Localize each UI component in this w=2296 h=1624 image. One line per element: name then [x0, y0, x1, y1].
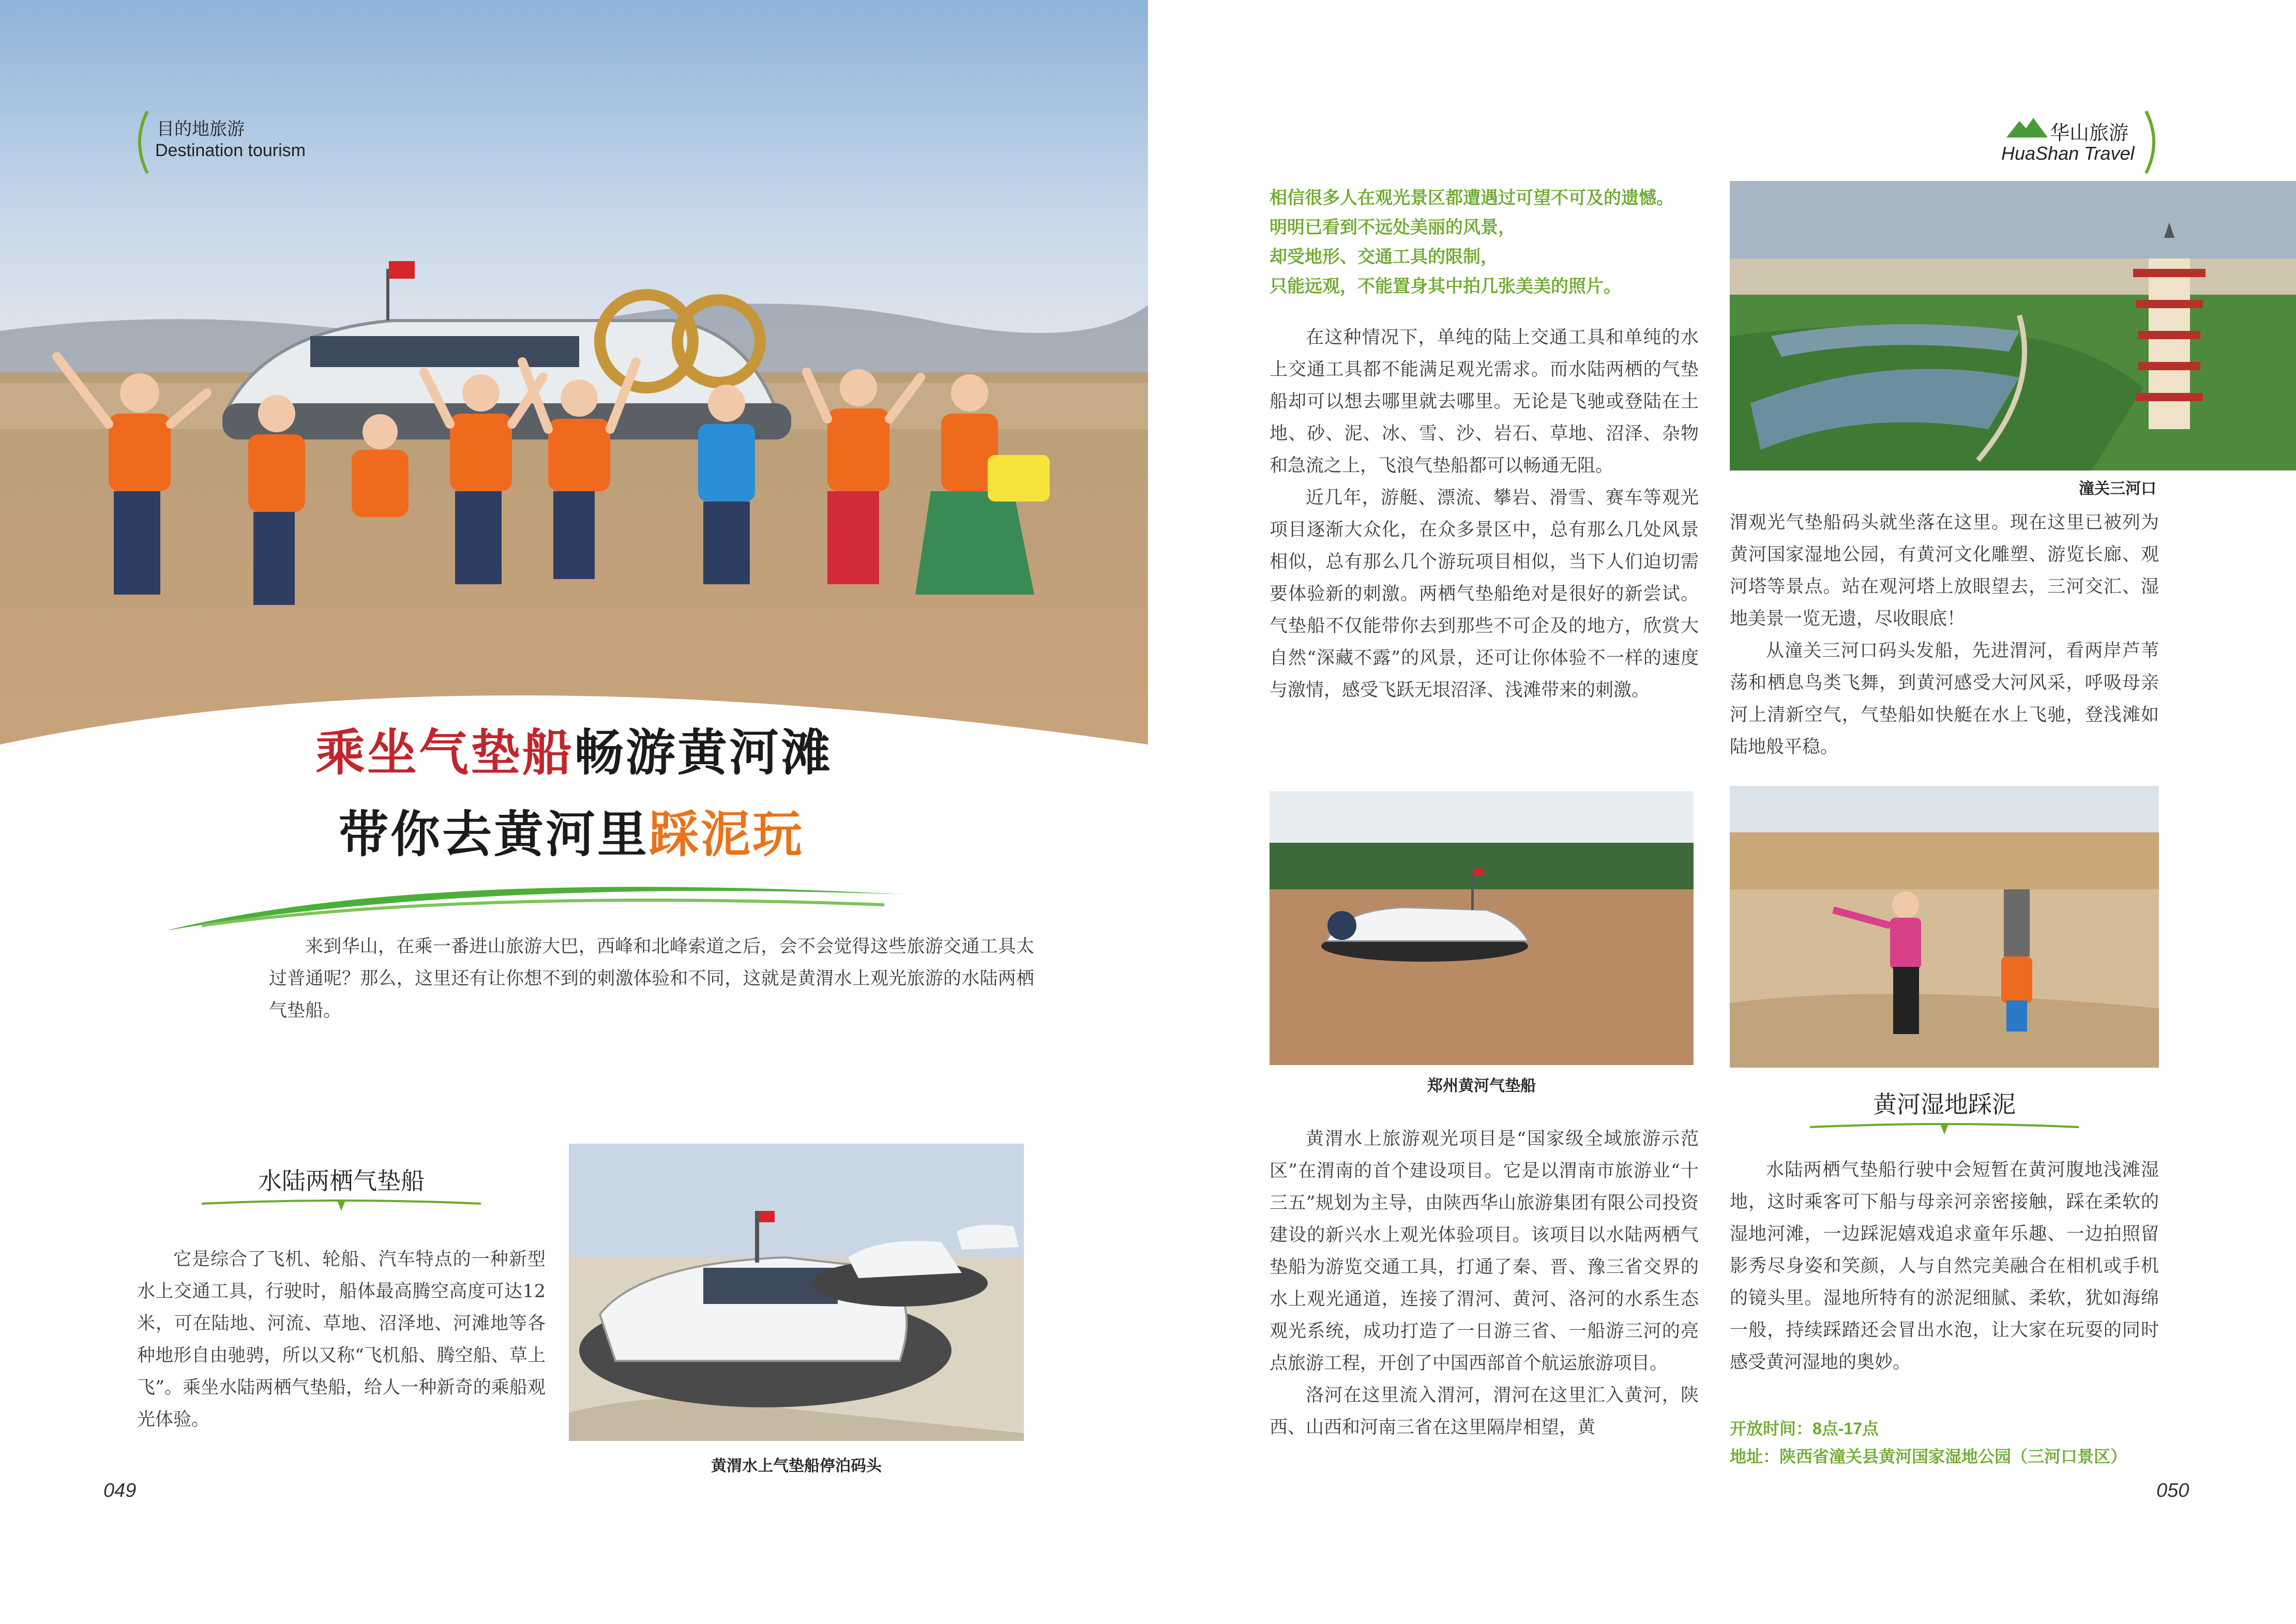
- middle-col-top: [1270, 322, 1699, 706]
- right-paragraph: 水陆两栖气垫船行驶中会短暂在黄河腹地浅滩湿地，这时乘客可下船与母亲河亲密接触，踩在柔软的湿地河滩，一边踩泥嬉戏追求童年乐趣、一边拍照留影秀尽身姿和笑颜，人与自然完美融合在相机或手机的镜头里。湿地所特有的淤泥细腻、柔软，犹如海绵一般，持续踩踏还会冒出水泡，让大家在玩耍的同时感受黄河湿地的奥妙。: [1730, 1160, 2159, 1373]
- middle-paragraph: 洛河在这里流入渭河，渭河在这里汇入黄河，陕西、山西和河南三省在这里隔岸相望，黄: [1270, 1385, 1699, 1438]
- dock-caption: 黄渭水上气垫船停泊码头: [711, 1458, 882, 1475]
- lead-line: 只能远观，不能置身其中拍几张美美的照片。: [1270, 277, 1621, 296]
- dock-photo: [569, 1144, 1024, 1441]
- header-right: [1996, 109, 2162, 176]
- title-part-red: 乘坐气垫船: [315, 724, 574, 782]
- section1-heading: 水陆两栖气垫船: [258, 1167, 425, 1195]
- header-left-cn: 目的地旅游: [157, 119, 245, 139]
- middle-paragraph: 黄渭水上旅游观光项目是“国家级全域旅游示范区”在渭南的首个建设项目。它是以渭南市旅游业“十三五”规划为主导，由陕西华山旅游集团有限公司投资建设的新兴水上观光体验项目。该项目以水陆两栖气垫船为游览交通工具，打通了秦、晋、豫三省交界的水上观光通道，连接了渭河、黄河、洛河的水系生态观光系统，成功打造了一日游三省、一船游三河的亮点旅游工程，开创了中国西部首个航运旅游项目。: [1270, 1129, 1699, 1374]
- page-number-left: 049: [103, 1480, 137, 1501]
- heading-divider: [1810, 1117, 2079, 1137]
- title-part-dark: 畅游黄河滩: [574, 724, 833, 782]
- page-number-right: 050: [2156, 1480, 2189, 1501]
- green-swoosh: [160, 858, 910, 936]
- zhengzhou-photo: [1270, 791, 1694, 1065]
- right-col-bottom: [1730, 1154, 2159, 1378]
- middle-paragraph: 近几年，游艇、漂流、攀岩、滑雪、赛车等观光项目逐渐大众化，在众多景区中，总有那么几处风景相似，总有那么几个游玩项目相似，当下人们迫切需要体验新的刺激。两栖气垫船绝对是很好的新尝试。气垫船不仅能带你去到那些不可企及的地方，欣赏大自然“深藏不露”的风景，还可让你体验不一样的速度与激情，感受飞跃无垠沼泽、浅滩带来的刺激。: [1270, 488, 1699, 701]
- hero-photo: [0, 0, 1148, 745]
- title-part-dark: 带你去黄河里: [339, 806, 649, 863]
- right-paragraph: 渭观光气垫船码头就坐落在这里。现在这里已被列为黄河国家湿地公园，有黄河文化雕塑、游览长廊、观河塔等景点。站在观河塔上放眼望去，三河交汇、湿地美景一览无遗，尽收眼底！: [1730, 512, 2159, 629]
- right-col-top: [1730, 507, 2159, 763]
- title-part-orange: 踩泥玩: [649, 806, 804, 863]
- right-paragraph: 从潼关三河口码头发船，先进渭河，看两岸芦苇荡和栖息鸟类飞舞，到黄河感受大河风采，呼吸母亲河上清新空气，气垫船如快艇在水上飞驰，登浅滩如陆地般平稳。: [1730, 641, 2159, 757]
- mountain-logo-icon: [2006, 116, 2048, 139]
- header-left-en: Destination tourism: [155, 141, 306, 160]
- address: 地址：陕西省潼关县黄河国家湿地公园（三河口景区）: [1730, 1447, 2127, 1466]
- middle-paragraph: 在这种情况下，单纯的陆上交通工具和单纯的水上交通工具都不能满足观光需求。而水陆两栖的气垫船却可以想去哪里就去哪里。无论是飞驰或登陆在土地、砂、泥、冰、雪、沙、岩石、草地、沼泽、杂物和急流之上，飞浪气垫船都可以畅通无阻。: [1270, 327, 1699, 476]
- visit-info: [1730, 1415, 2164, 1470]
- intro-text: 来到华山，在乘一番进山旅游大巴，西峰和北峰索道之后，会不会觉得这些旅游交通工具太过普通呢？那么，这里还有让你想不到的刺激体验和不同，这就是黄渭水上观光旅游的水陆两栖气垫船。: [269, 936, 1034, 1021]
- section1-text: 它是综合了飞机、轮船、汽车特点的一种新型水上交通工具，行驶时，船体最高腾空高度可达12米，可在陆地、河流、草地、沼泽地、河滩地等各种地形自由驰骋，所以又称“飞机船、腾空船、草上飞”。乘坐水陆两栖气垫船，给人一种新奇的乘船观光体验。: [137, 1249, 546, 1430]
- section2-heading: 黄河湿地踩泥: [1873, 1090, 2016, 1118]
- lead-line: 明明已看到不远处美丽的风景，: [1270, 218, 1516, 237]
- lead-line: 却受地形、交通工具的限制，: [1270, 247, 1498, 267]
- title-line-2: [339, 795, 804, 866]
- header-right-cn: 华山旅游: [2050, 123, 2129, 144]
- mudflat-photo: [1730, 786, 2159, 1068]
- zhengzhou-caption: 郑州黄河气垫船: [1427, 1077, 1536, 1095]
- sanhekou-caption: 潼关三河口: [2079, 480, 2156, 497]
- leaf-bracket-icon: [132, 109, 153, 176]
- section1-body: [137, 1243, 546, 1436]
- intro-paragraph: [269, 931, 1034, 1027]
- middle-col-bottom: [1270, 1123, 1699, 1444]
- header-right-en: HuaShan Travel: [2001, 143, 2135, 164]
- sanhekou-photo: [1730, 181, 2296, 470]
- lead-line: 相信很多人在观光景区都遭遇过可望不可及的遗憾。: [1270, 188, 1674, 208]
- opening-hours: 开放时间：8点-17点: [1730, 1419, 1879, 1438]
- title-line-1: [315, 714, 833, 784]
- heading-divider: [202, 1193, 481, 1214]
- leaf-bracket-icon: [2141, 109, 2162, 176]
- lead-text: [1270, 184, 1725, 301]
